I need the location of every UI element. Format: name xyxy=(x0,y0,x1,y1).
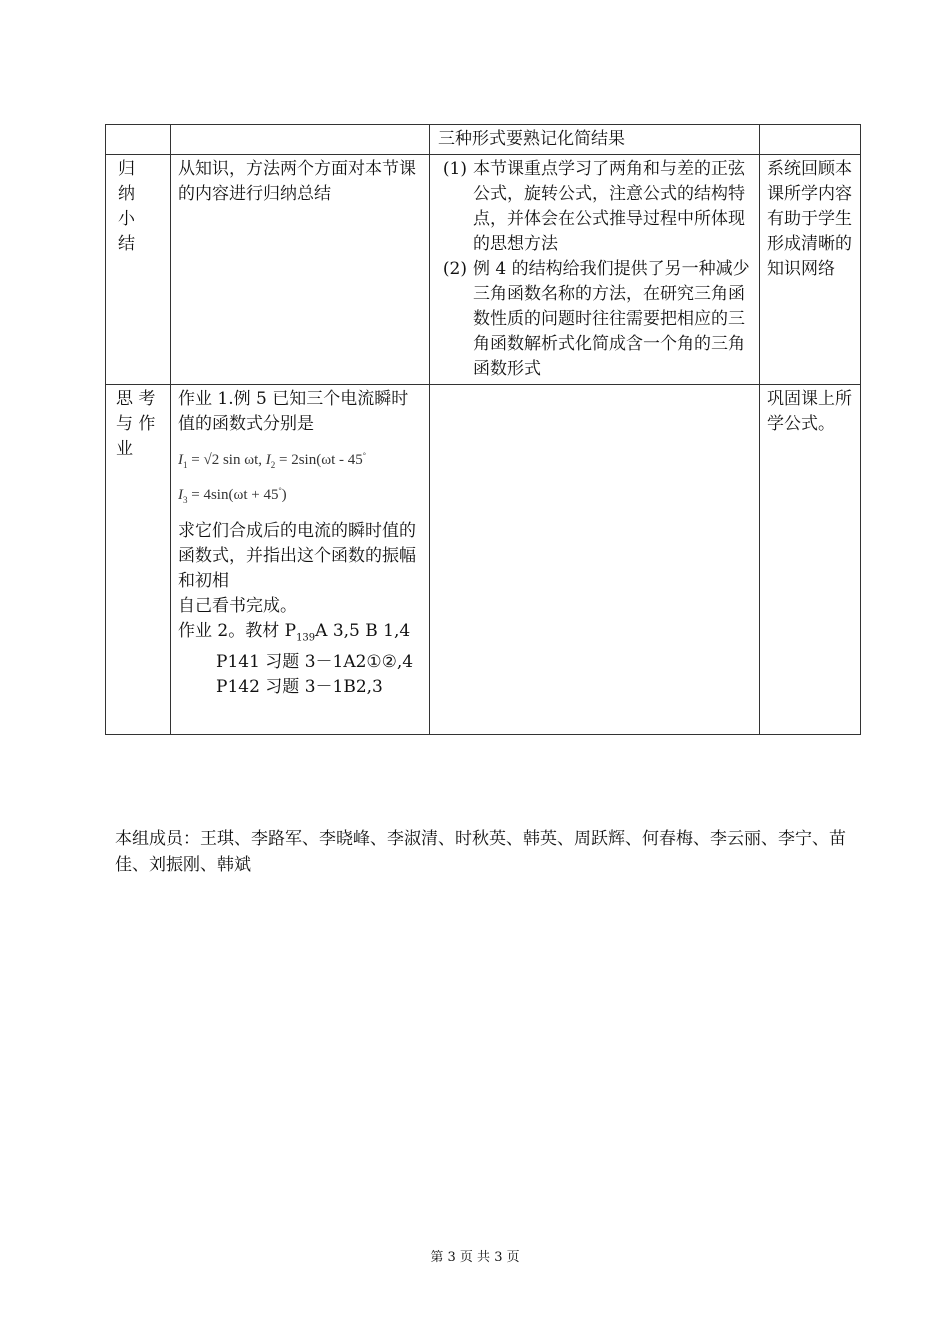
list-item xyxy=(437,257,752,382)
lesson-plan-table xyxy=(105,124,861,735)
group-members: 本组成员：王琪、李路军、李晓峰、李淑清、时秋英、韩英、周跃辉、何春梅、李云丽、李宁、苗佳、刘振刚、韩斌 xyxy=(115,829,846,875)
hw1-intro: 作业 1.例 5 已知三个电流瞬时值的函数式分别是 xyxy=(178,389,409,434)
hw1-note: 自己看书完成。 xyxy=(178,596,297,616)
summary-label-3: 小 xyxy=(118,209,135,229)
formula-text: = 2sin(ωt - 45 xyxy=(275,452,363,468)
formula-text: ) xyxy=(281,487,287,503)
content-cell xyxy=(430,125,760,155)
label-cell xyxy=(106,385,171,735)
homework-label-3: 业 xyxy=(116,439,133,459)
summary-label-4: 结 xyxy=(118,234,135,254)
table-row xyxy=(106,155,861,385)
activity-cell xyxy=(171,385,430,735)
summary-label-2: 纳 xyxy=(118,184,135,204)
hw2-suffix: A 3,5 B 1,4 xyxy=(315,621,411,641)
formula-line-1 xyxy=(178,443,422,478)
homework-label-1: 思 考 xyxy=(116,389,156,409)
table-row xyxy=(106,125,861,155)
formula-var: I xyxy=(178,452,183,468)
formula-degree: ° xyxy=(362,451,366,460)
hw2-line3: P142 习题 3－1B2,3 xyxy=(216,677,383,698)
formula-degree: ° xyxy=(278,486,282,495)
activity-cell xyxy=(171,155,430,385)
hw2-page-sub: 139 xyxy=(296,632,316,644)
list-item xyxy=(437,157,752,257)
label-cell xyxy=(106,155,171,385)
formula-text: = √2 sin ωt, xyxy=(187,452,266,468)
homework-label-2: 与 作 xyxy=(116,414,156,434)
intent-cell xyxy=(760,155,861,385)
activity-cell xyxy=(171,125,430,155)
formula-var: I xyxy=(178,487,183,503)
formula-sub: 3 xyxy=(183,495,188,505)
intent-cell xyxy=(760,385,861,735)
item-number: (1) xyxy=(442,159,467,179)
summary-activity: 从知识，方法两个方面对本节课的内容进行归纳总结 xyxy=(178,159,416,204)
formula-line-2 xyxy=(178,478,422,513)
hw2-line1 xyxy=(178,619,422,650)
formula-text: = 4sin(ωt + 45 xyxy=(187,487,279,503)
current-formula xyxy=(178,443,422,513)
summary-intent: 系统回顾本课所学内容有助于学生形成清晰的知识网络 xyxy=(767,159,852,279)
formula-sub: 1 xyxy=(183,460,188,470)
intent-cell xyxy=(760,125,861,155)
hw2-prefix: 作业 2。教材 P xyxy=(178,621,297,641)
homework-intent: 巩固课上所学公式。 xyxy=(767,389,852,434)
row0-content: 三种形式要熟记化简结果 xyxy=(438,129,625,149)
hw1-task: 求它们合成后的电流的瞬时值的函数式，并指出这个函数的振幅和初相 xyxy=(178,521,416,591)
table-row xyxy=(106,385,861,735)
item-text: 例 4 的结构给我们提供了另一种减少三角函数名称的方法，在研究三角函数性质的问题时往往需要把相应的三角函数解析式化简成含一个角的三角函数形式 xyxy=(473,259,750,379)
summary-list xyxy=(437,157,752,382)
content-cell xyxy=(430,385,760,735)
content-cell xyxy=(430,155,760,385)
item-number: (2) xyxy=(442,259,467,279)
formula-var: I xyxy=(265,452,271,468)
formula-sub: 2 xyxy=(270,460,276,470)
hw2-line2: P141 习题 3－1A2①②,4 xyxy=(216,652,414,673)
summary-label-1: 归 xyxy=(118,159,135,179)
page-footer: 第 3 页 共 3 页 xyxy=(430,1250,520,1265)
item-text: 本节课重点学习了两角和与差的正弦公式，旋转公式，注意公式的结构特点，并体会在公式推导过程中所体现的思想方法 xyxy=(473,159,745,254)
label-cell xyxy=(106,125,171,155)
